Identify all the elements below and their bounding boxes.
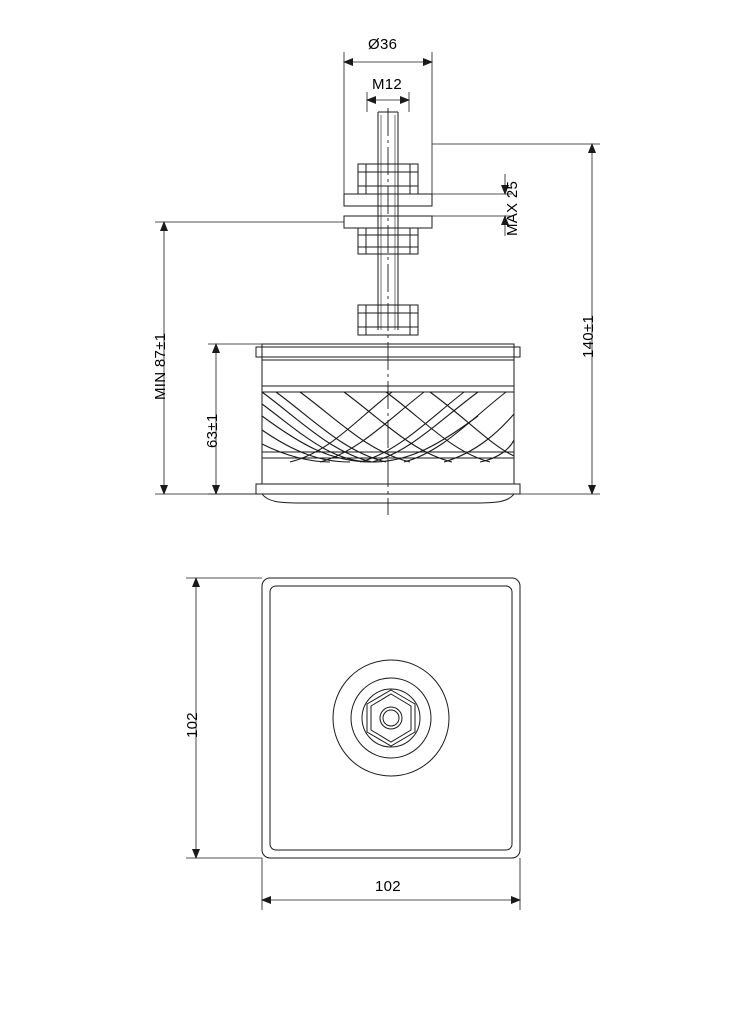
plan-view-dimensions (186, 578, 520, 910)
top-plan-geometry (262, 578, 520, 858)
dimension-label-overall-height-140: 140±1 (580, 314, 597, 358)
dimension-label-thread-m12: M12 (372, 76, 403, 93)
dimension-label-diameter-36: Ø36 (368, 36, 398, 53)
front-elevation-geometry (256, 108, 520, 515)
dimension-label-spring-height-63: 63±1 (204, 413, 221, 448)
dimension-label-max-25: MAX 25 (504, 180, 521, 236)
dimension-label-min-height-87: MIN 87±1 (152, 332, 169, 400)
dimension-label-plan-height-102: 102 (184, 712, 201, 738)
dimension-label-plan-width-102: 102 (375, 878, 401, 895)
